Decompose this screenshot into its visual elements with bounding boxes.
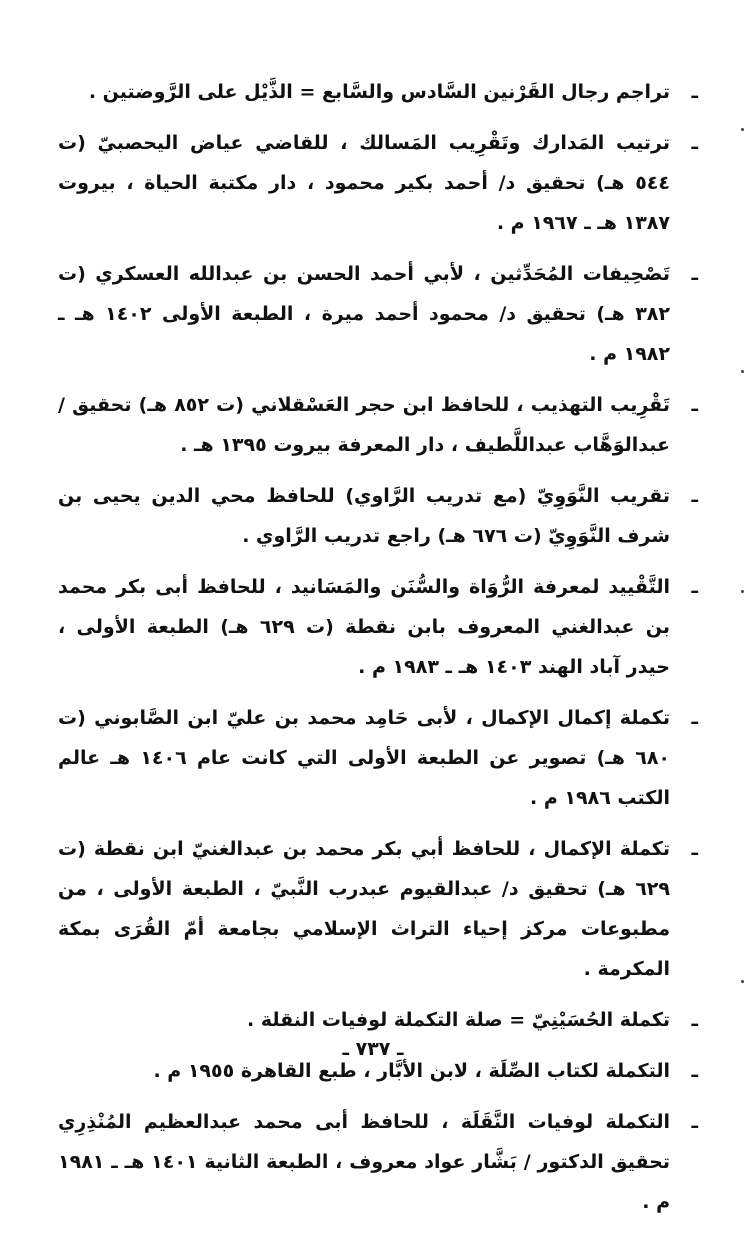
entry-dash: ـ	[691, 1111, 698, 1133]
entry-text: تَقْرِيب التهذيب ، للحافظ ابن حجر العَسْقلاني (ت ٨٥٢ هـ) تحقيق / عبدالوَهَّاب عبداللَّطيف ، دار المعرفة بيروت ١٣٩٥ هـ .	[58, 394, 670, 456]
page-number: ـ ٧٣٧ ـ	[342, 1038, 404, 1060]
bibliography-entry	[58, 829, 698, 989]
entry-dash: ـ	[691, 132, 698, 154]
entry-dash: ـ	[691, 838, 698, 860]
scan-speck	[741, 980, 744, 983]
entry-dash: ـ	[691, 394, 698, 416]
entry-text: تكملة الإكمال ، للحافظ أبي بكر محمد بن عبدالغنيّ ابن نقطة (ت ٦٢٩ هـ) تحقيق د/ عبدالقيوم عبدرب النَّبيّ ، الطبعة الأولى ، من مطبوعات مركز إحياء التراث الإسلامي بجامعة أمّ القُرَى بمكة المكرمة .	[58, 838, 670, 980]
bibliography-entry	[58, 254, 698, 374]
bibliography-entry	[58, 476, 698, 556]
bibliography-entry	[58, 567, 698, 687]
entry-text: تراجم رجال القَرْنين السَّادس والسَّابع = الذَّيْل على الرَّوضتين .	[88, 81, 670, 103]
scan-speck	[741, 370, 744, 373]
entry-dash: ـ	[691, 1060, 698, 1082]
bibliography-entry	[58, 698, 698, 818]
entry-text: التَّقْييد لمعرفة الرُّوَاة والسُّنَن والمَسَانيد ، للحافظ أبى بكر محمد بن عبدالغني المعروف بابن نقطة (ت ٦٢٩ هـ) الطبعة الأولى ، حيدر آباد الهند ١٤٠٣ هـ ـ ١٩٨٣ م .	[58, 576, 670, 678]
scan-speck	[741, 128, 744, 131]
entry-dash: ـ	[691, 263, 698, 285]
bibliography-entry	[58, 1000, 698, 1040]
entry-dash: ـ	[691, 81, 698, 103]
scan-speck	[741, 590, 744, 593]
entry-text: تَصْحِيفات المُحَدِّثين ، لأبي أحمد الحسن بن عبدالله العسكري (ت ٣٨٢ هـ) تحقيق د/ محمود أحمد ميرة ، الطبعة الأولى ١٤٠٢ هـ ـ ١٩٨٢ م .	[58, 263, 670, 365]
entry-dash: ـ	[691, 485, 698, 507]
bibliography-entry	[58, 123, 698, 243]
entry-text: تقريب النَّوَوِيّ (مع تدريب الرَّاوي) للحافظ محي الدين يحيى بن شرف النَّوَوِيّ (ت ٦٧٦ هـ) راجع تدريب الرَّاوي .	[58, 485, 670, 547]
entry-text: تكملة الحُسَيْنِيّ = صلة التكملة لوفيات النقلة .	[247, 1009, 670, 1031]
entry-dash: ـ	[691, 1009, 698, 1031]
bibliography-entry	[58, 72, 698, 112]
entry-dash: ـ	[691, 576, 698, 598]
bibliography-entry	[58, 385, 698, 465]
entry-text: ترتيب المَدارك وتَقْرِيب المَسالك ، للقاضي عياض اليحصبيّ (ت ٥٤٤ هـ) تحقيق د/ أحمد بكير محمود ، دار مكتبة الحياة ، بيروت ١٣٨٧ هـ ـ ١٩٦٧ م .	[58, 132, 670, 234]
entry-text: تكملة إكمال الإكمال ، لأبى حَامِد محمد بن عليّ ابن الصَّابوني (ت ٦٨٠ هـ) تصوير عن الطبعة الأولى التي كانت عام ١٤٠٦ هـ عالم الكتب ١٩٨٦ م .	[58, 707, 671, 809]
entry-text: التكملة لكتاب الصِّلَة ، لابن الأبَّار ، طبع القاهرة ١٩٥٥ م .	[153, 1060, 670, 1082]
entry-text: التكملة لوفيات النَّقَلَة ، للحافظ أبى محمد عبدالعظيم المُنْذِرِي تحقيق الدكتور / بَشَّار عواد معروف ، الطبعة الثانية ١٤٠١ هـ ـ ١٩٨١ م .	[58, 1111, 671, 1213]
entry-dash: ـ	[691, 707, 698, 729]
bibliography-entry	[58, 1102, 698, 1222]
